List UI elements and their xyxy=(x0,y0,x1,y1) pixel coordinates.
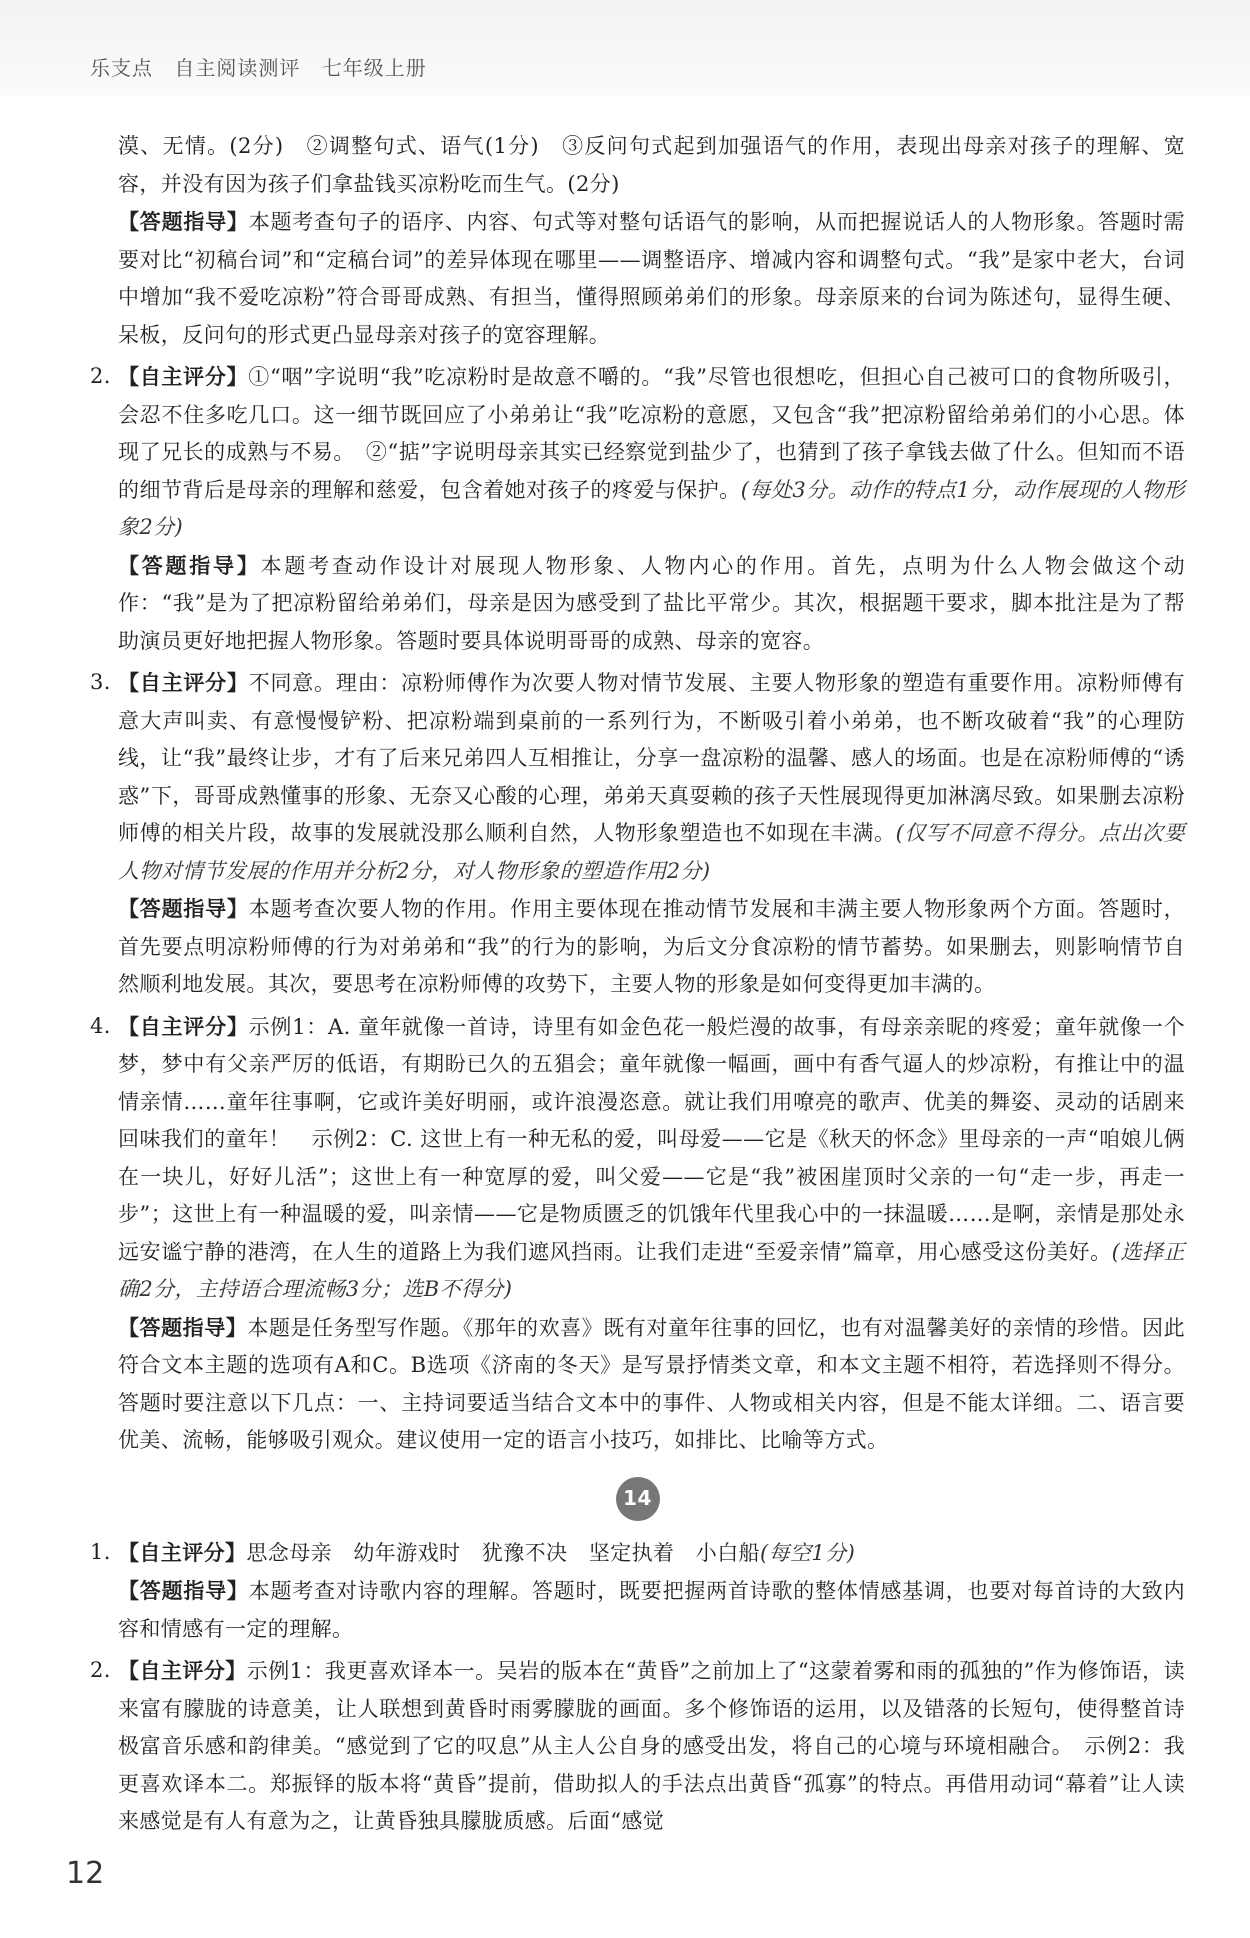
answer-item xyxy=(90,664,1185,1004)
score-tag: 【自主评分】 xyxy=(118,1539,247,1565)
self-score xyxy=(118,1008,1185,1309)
self-score xyxy=(118,1652,1185,1841)
score-text: 示例1：我更喜欢译本一。吴岩的版本在“黄昏”之前加上了“这蒙着雾和雨的孤独的”作为修饰语，读来富有朦胧的诗意美，让人联想到黄昏时雨雾朦胧的画面。多个修饰语的运用，以及错落的长短句，使得整首诗极富音乐感和韵律美。“感觉到了它的叹息”从主人公自身的感受出发，将自己的心境与环境相融合。 示例2：我更喜欢译本二。郑振铎的版本将“黄昏”提前，借助拟人的手法点出黄昏“孤寡”的特点。再借用动词“幕着”让人读来感觉是有人有意为之，让黄昏独具朦胧质感。后面“感觉 xyxy=(118,1659,1186,1833)
answer-guide xyxy=(118,1572,1185,1648)
score-tag: 【自主评分】 xyxy=(118,670,249,695)
section-number-badge: 14 xyxy=(616,1477,660,1521)
guide-tag: 【答题指导】 xyxy=(118,209,249,234)
running-header xyxy=(90,52,441,81)
guide-text: 本题考查动作设计对展现人物形象、人物内心的作用。首先，点明为什么人物会做这个动作：“我”是为了把凉粉留给弟弟们，母亲是因为感受到了盐比平常少。其次，根据题干要求，脚本批注是为了帮助演员更好地把握人物形象。答题时要具体说明哥哥的成熟、母亲的宽容。 xyxy=(118,553,1185,653)
continued-answer: 漠、无情。(2分) ②调整句式、语气(1分) ③反问句式起到加强语气的作用，表现出母亲对孩子的理解、宽容，并没有因为孩子们拿盐钱买凉粉吃而生气。(2分) xyxy=(118,134,1185,196)
guide-text: 本题考查对诗歌内容的理解。答题时，既要把握两首诗歌的整体情感基调，也要对每首诗的大致内容和情感有一定的理解。 xyxy=(118,1579,1185,1641)
section-marker xyxy=(90,1474,1185,1524)
item-number: 2. xyxy=(90,1658,111,1682)
score-tag: 【自主评分】 xyxy=(118,364,249,389)
item-number: 2. xyxy=(90,364,111,388)
item-number: 3. xyxy=(90,670,111,694)
score-tag: 【自主评分】 xyxy=(118,1013,249,1039)
continued-guide xyxy=(90,203,1185,354)
item-number: 1. xyxy=(90,1539,111,1564)
score-text: 示例1：A. 童年就像一首诗，诗里有如金色花一般烂漫的故事，有母亲亲昵的疼爱；童年就像一个梦，梦中有父亲严厉的低语，有期盼已久的五猖会；童年就像一幅画，画中有香气逼人的炒凉粉，有推让中的温情亲情……童年往事啊，它或许美好明丽，或许浪漫恣意。就让我们用嘹亮的歌声、优美的舞姿、灵动的话剧来回味我们的童年！ 示例2：C. 这世上有一种无私的爱，叫母爱——它是《秋天的怀念》里母亲的一声“咱娘儿俩在一块儿，好好儿活”；这世上有一种宽厚的爱，叫父爱——它是“我”被困崖顶时父亲的一句“走一步，再走一步”；这世上有一种温暖的爱，叫亲情——它是物质匮乏的饥饿年代里我心中的一抹温暖……是啊，亲情是那处永远安谧宁静的港湾，在人生的道路上为我们遮风挡雨。让我们走进“至爱亲情”篇章，用心感受这份美好。 xyxy=(118,1014,1186,1264)
score-note: (每处3分。动作的特点1分，动作展现的人物形象2分) xyxy=(118,477,1185,539)
guide-text: 本题考查次要人物的作用。作用主要体现在推动情节发展和丰满主要人物形象两个方面。答题时，首先要点明凉粉师傅的行为对弟弟和“我”的行为的影响，为后文分食凉粉的情节蓄势。如果删去，则影响情节自然顺利地发展。其次，要思考在凉粉师傅的攻势下，主要人物的形象是如何变得更加丰满的。 xyxy=(118,897,1185,996)
score-note: (仅写不同意不得分。点出次要人物对情节发展的作用并分析2分，对人物形象的塑造作用2分) xyxy=(118,821,1186,883)
page-number: 12 xyxy=(66,1856,105,1891)
answer-item xyxy=(90,358,1185,660)
self-score xyxy=(118,358,1185,547)
score-text: ①“咽”字说明“我”吃凉粉时是故意不嚼的。“我”尽管也很想吃，但担心自己被可口的食物所吸引，会忍不住多吃几口。这一细节既回应了小弟弟让“我”吃凉粉的意愿，又包含“我”把凉粉留给弟弟们的小心思。体现了兄长的成熟与不易。 ②“掂”字说明母亲其实已经察觉到盐少了，也猜到了孩子拿钱去做了什么。但知而不语的细节背后是母亲的理解和慈爱，包含着她对孩子的疼爱与保护。 xyxy=(118,365,1186,502)
header-band xyxy=(0,0,1250,96)
answer-guide xyxy=(118,547,1185,661)
answer-item xyxy=(90,1652,1185,1841)
guide-tag: 【答题指导】 xyxy=(118,1314,248,1340)
score-note: (每空1分) xyxy=(760,1540,856,1565)
guide-text: 本题是任务型写作题。《那年的欢喜》既有对童年往事的回忆，也有对温馨美好的亲情的珍惜。因此符合文本主题的选项有A和C。B选项《济南的冬天》是写景抒情类文章，和本文主题不相符，若选择则不得分。答题时要注意以下几点：一、主持词要适当结合文本中的事件、人物或相关内容，但是不能太详细。二、语言要优美、流畅，能够吸引观众。建议使用一定的语言小技巧，如排比、比喻等方式。 xyxy=(118,1315,1185,1452)
guide-tag: 【答题指导】 xyxy=(118,1578,249,1603)
answer-guide xyxy=(118,1309,1185,1460)
brand: 乐支点 xyxy=(90,56,153,80)
guide-text: 本题考查句子的语序、内容、句式等对整句话语气的影响，从而把握说话人的人物形象。答题时需要对比“初稿台词”和“定稿台词”的差异体现在哪里——调整语序、增减内容和调整句式。“我”是家中老大，台词中增加“我不爱吃凉粉”符合哥哥成熟、有担当，懂得照顾弟弟们的形象。母亲原来的台词为陈述句，显得生硬、呆板，反问句的形式更凸显母亲对孩子的宽容理解。 xyxy=(118,210,1185,347)
answer-item xyxy=(90,1008,1185,1460)
score-note: (选择正确2分，主持语合理流畅3分；选B不得分) xyxy=(118,1239,1185,1301)
score-text: 思念母亲 幼年游戏时 犹豫不决 坚定执着 小白船 xyxy=(246,1540,761,1565)
answer-content xyxy=(90,128,1185,1841)
answer-guide xyxy=(118,890,1185,1004)
guide-tag: 【答题指导】 xyxy=(118,896,249,921)
item-number: 4. xyxy=(90,1013,111,1038)
self-score xyxy=(118,664,1185,890)
score-text: 不同意。理由：凉粉师傅作为次要人物对情节发展、主要人物形象的塑造有重要作用。凉粉师傅有意大声叫卖、有意慢慢铲粉、把凉粉端到桌前的一系列行为，不断吸引着小弟弟，也不断攻破着“我”的心理防线，让“我”最终让步，才有了后来兄弟四人互相推让，分享一盘凉粉的温馨、感人的场面。也是在凉粉师傅的“诱惑”下，哥哥成熟懂事的形象、无奈又心酸的心理，弟弟天真耍赖的孩子天性展现得更加淋漓尽致。如果删去凉粉师傅的相关片段，故事的发展就没那么顺利自然，人物形象塑造也不如现在丰满。 xyxy=(118,671,1185,845)
grade-label: 七年级上册 xyxy=(321,56,427,80)
answer-item xyxy=(90,1534,1185,1649)
self-score xyxy=(118,1534,1185,1573)
series-title: 自主阅读测评 xyxy=(174,56,301,80)
score-tag: 【自主评分】 xyxy=(118,1658,247,1683)
guide-tag: 【答题指导】 xyxy=(118,552,261,578)
